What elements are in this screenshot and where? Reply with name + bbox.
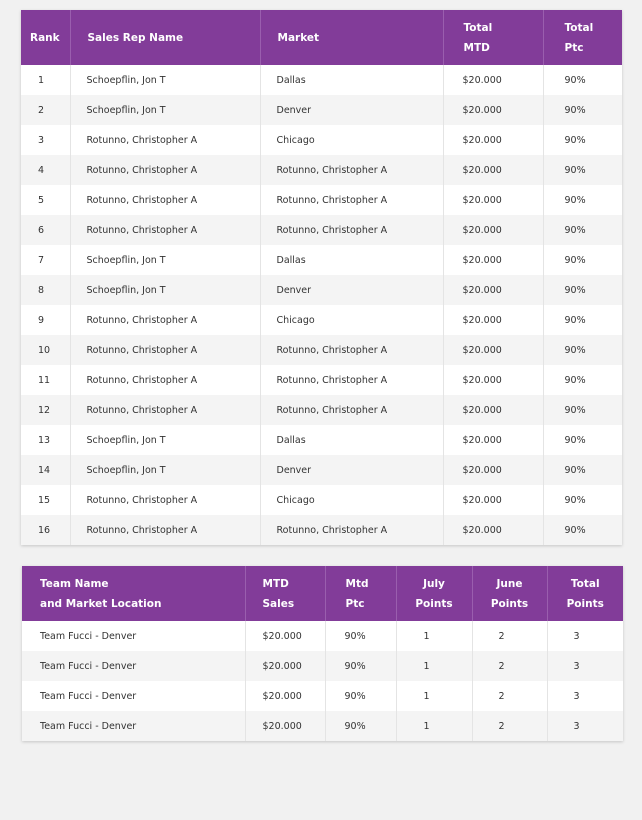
cell-total-mtd: $20.000 <box>443 245 543 275</box>
header-line: Total <box>564 21 594 34</box>
table-row[interactable] <box>21 245 622 275</box>
cell-market: Denver <box>260 275 443 305</box>
cell-total-mtd: $20.000 <box>443 275 543 305</box>
cell-total-mtd: $20.000 <box>443 215 543 245</box>
table-row[interactable] <box>21 485 622 515</box>
cell-sales-rep-name: Rotunno, Christopher A <box>70 395 260 425</box>
cell-july-points: 1 <box>396 621 472 651</box>
cell-total-ptc: 90% <box>543 455 622 485</box>
cell-sales-rep-name: Rotunno, Christopher A <box>70 485 260 515</box>
header-line: and Market Location <box>40 597 162 610</box>
col-header-june-points[interactable] <box>472 566 547 621</box>
cell-june-points: 2 <box>472 621 547 651</box>
cell-sales-rep-name: Rotunno, Christopher A <box>70 335 260 365</box>
cell-total-mtd: $20.000 <box>443 125 543 155</box>
table-row[interactable] <box>21 455 622 485</box>
cell-total-mtd: $20.000 <box>443 455 543 485</box>
cell-team-name: Team Fucci - Denver <box>22 711 245 741</box>
cell-market: Dallas <box>260 245 443 275</box>
cell-total-mtd: $20.000 <box>443 65 543 95</box>
cell-total-mtd: $20.000 <box>443 425 543 455</box>
header-line: June <box>496 577 523 590</box>
cell-team-name: Team Fucci - Denver <box>40 690 137 702</box>
col-header-total-ptc[interactable] <box>543 10 622 65</box>
cell-total-ptc: 90% <box>543 245 622 275</box>
header-line: Ptc <box>345 597 365 610</box>
header-line: Total <box>463 21 493 34</box>
cell-total-ptc: 90% <box>543 485 622 515</box>
header-line: Team Name <box>40 577 109 590</box>
cell-total-ptc: 90% <box>543 65 622 95</box>
cell-mtd-ptc: 90% <box>325 651 396 681</box>
table-row[interactable] <box>21 365 622 395</box>
cell-june-points: 2 <box>472 711 547 741</box>
col-header-sales-rep-name[interactable]: Sales Rep Name <box>70 10 260 65</box>
header-line: July <box>423 577 445 590</box>
table-row[interactable] <box>21 515 622 545</box>
col-header-total-mtd[interactable] <box>443 10 543 65</box>
cell-rank: 7 <box>38 254 45 266</box>
header-line: Sales <box>262 597 295 610</box>
cell-total-mtd: $20.000 <box>443 155 543 185</box>
cell-total-ptc: 90% <box>543 335 622 365</box>
cell-sales-rep-name: Rotunno, Christopher A <box>70 155 260 185</box>
cell-mtd-ptc: 90% <box>325 681 396 711</box>
cell-rank: 5 <box>38 194 45 206</box>
cell-total-mtd: $20.000 <box>443 305 543 335</box>
table-row[interactable] <box>22 621 623 651</box>
cell-total-ptc: 90% <box>543 275 622 305</box>
cell-sales-rep-name: Rotunno, Christopher A <box>70 215 260 245</box>
cell-june-points: 2 <box>472 651 547 681</box>
cell-sales-rep-name: Schoepflin, Jon T <box>70 245 260 275</box>
col-header-team-name[interactable] <box>22 566 245 621</box>
cell-sales-rep-name: Schoepflin, Jon T <box>70 65 260 95</box>
cell-total-ptc: 90% <box>543 125 622 155</box>
cell-mtd-sales: $20.000 <box>245 621 325 651</box>
cell-sales-rep-name: Schoepflin, Jon T <box>70 425 260 455</box>
cell-total-mtd: $20.000 <box>443 95 543 125</box>
cell-rank: 1 <box>38 74 45 86</box>
cell-total-ptc: 90% <box>543 185 622 215</box>
header-line: Total <box>570 577 600 590</box>
header-line: Ptc <box>564 41 584 54</box>
cell-market: Denver <box>260 95 443 125</box>
cell-july-points: 1 <box>396 681 472 711</box>
col-header-total-points[interactable] <box>547 566 623 621</box>
header-line: Mtd <box>345 577 369 590</box>
header-line: MTD <box>463 41 490 54</box>
table-row[interactable] <box>22 651 623 681</box>
cell-total-ptc: 90% <box>543 395 622 425</box>
cell-market: Rotunno, Christopher A <box>260 185 443 215</box>
cell-sales-rep-name: Rotunno, Christopher A <box>70 125 260 155</box>
cell-market: Dallas <box>260 65 443 95</box>
cell-sales-rep-name: Schoepflin, Jon T <box>70 275 260 305</box>
table-row[interactable] <box>21 275 622 305</box>
cell-rank: 12 <box>21 395 70 425</box>
cell-sales-rep-name: Schoepflin, Jon T <box>70 455 260 485</box>
cell-rank: 16 <box>21 515 70 545</box>
cell-market: Denver <box>260 455 443 485</box>
table-row[interactable] <box>21 95 622 125</box>
sales-reps-card <box>21 10 622 545</box>
cell-rank: 11 <box>38 374 51 386</box>
table-row[interactable] <box>21 125 622 155</box>
cell-sales-rep-name: Schoepflin, Jon T <box>70 95 260 125</box>
col-header-july-points[interactable] <box>396 566 472 621</box>
cell-total-ptc: 90% <box>543 95 622 125</box>
cell-total-ptc: 90% <box>543 365 622 395</box>
cell-total-mtd: $20.000 <box>443 515 543 545</box>
header-row <box>21 10 622 65</box>
cell-market: Chicago <box>260 305 443 335</box>
header-line: MTD <box>262 577 289 590</box>
cell-mtd-ptc: 90% <box>325 621 396 651</box>
cell-total-mtd: $20.000 <box>443 185 543 215</box>
cell-market: Chicago <box>260 485 443 515</box>
table-row[interactable] <box>21 215 622 245</box>
cell-team-name: Team Fucci - Denver <box>40 630 137 642</box>
cell-july-points: 1 <box>396 711 472 741</box>
cell-mtd-sales: $20.000 <box>245 651 325 681</box>
teams-card <box>22 566 623 741</box>
col-header-rank[interactable]: Rank <box>21 10 70 65</box>
table-row[interactable] <box>21 395 622 425</box>
cell-total-ptc: 90% <box>543 425 622 455</box>
cell-rank: 13 <box>38 434 51 446</box>
table-row[interactable] <box>21 185 622 215</box>
cell-mtd-sales: $20.000 <box>245 711 325 741</box>
cell-team-name: Team Fucci - Denver <box>22 651 245 681</box>
cell-july-points: 1 <box>396 651 472 681</box>
table-row[interactable] <box>21 305 622 335</box>
cell-total-mtd: $20.000 <box>443 395 543 425</box>
cell-rank: 15 <box>38 494 51 506</box>
table-row[interactable] <box>22 681 623 711</box>
cell-total-points: 3 <box>547 621 623 651</box>
cell-rank: 14 <box>21 455 70 485</box>
teams-table <box>22 566 623 741</box>
cell-total-points: 3 <box>547 651 623 681</box>
cell-total-points: 3 <box>547 681 623 711</box>
cell-market: Rotunno, Christopher A <box>260 155 443 185</box>
cell-sales-rep-name: Rotunno, Christopher A <box>70 365 260 395</box>
header-line: Points <box>490 597 529 610</box>
sales-reps-table <box>21 10 622 545</box>
cell-total-ptc: 90% <box>543 155 622 185</box>
col-header-mtd-ptc[interactable] <box>325 566 396 621</box>
cell-total-ptc: 90% <box>543 305 622 335</box>
cell-market: Rotunno, Christopher A <box>260 215 443 245</box>
cell-total-ptc: 90% <box>543 515 622 545</box>
table-row[interactable] <box>21 155 622 185</box>
header-line: Points <box>566 597 604 610</box>
cell-mtd-ptc: 90% <box>325 711 396 741</box>
cell-total-mtd: $20.000 <box>443 365 543 395</box>
table-row[interactable] <box>22 711 623 741</box>
cell-total-points: 3 <box>547 711 623 741</box>
cell-rank: 6 <box>21 215 70 245</box>
cell-market: Chicago <box>260 125 443 155</box>
cell-mtd-sales: $20.000 <box>245 681 325 711</box>
cell-rank: 4 <box>21 155 70 185</box>
cell-market: Rotunno, Christopher A <box>260 365 443 395</box>
cell-june-points: 2 <box>472 681 547 711</box>
cell-rank: 10 <box>21 335 70 365</box>
cell-total-mtd: $20.000 <box>443 485 543 515</box>
table-row[interactable] <box>21 65 622 95</box>
cell-sales-rep-name: Rotunno, Christopher A <box>70 305 260 335</box>
cell-rank: 8 <box>21 275 70 305</box>
cell-total-ptc: 90% <box>543 215 622 245</box>
cell-total-mtd: $20.000 <box>443 335 543 365</box>
table-row[interactable] <box>21 335 622 365</box>
cell-market: Rotunno, Christopher A <box>260 515 443 545</box>
cell-rank: 2 <box>21 95 70 125</box>
cell-sales-rep-name: Rotunno, Christopher A <box>70 515 260 545</box>
cell-rank: 3 <box>38 134 45 146</box>
cell-market: Dallas <box>260 425 443 455</box>
cell-rank: 9 <box>38 314 45 326</box>
table-row[interactable] <box>21 425 622 455</box>
col-header-market[interactable]: Market <box>260 10 443 65</box>
header-row <box>22 566 623 621</box>
cell-sales-rep-name: Rotunno, Christopher A <box>70 185 260 215</box>
header-line: Points <box>415 597 453 610</box>
col-header-mtd-sales[interactable] <box>245 566 325 621</box>
cell-market: Rotunno, Christopher A <box>260 395 443 425</box>
cell-market: Rotunno, Christopher A <box>260 335 443 365</box>
